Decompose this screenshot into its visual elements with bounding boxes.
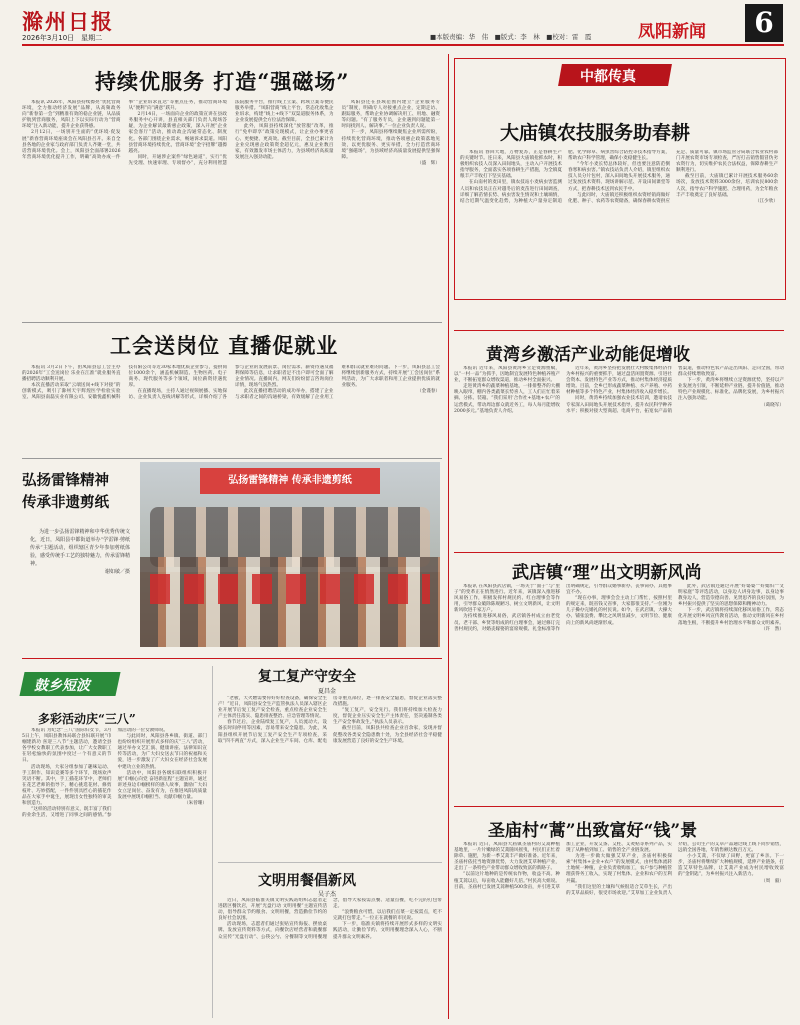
a1-p1: 本报讯 2026年，凤阳县持续擦亮“优化营商环境，全力推动经济发展”品牌，从高频政务向“新春第一会”到精准有效的稳企业链，从品质护航到营商服务，凤阳上下以实际行动为“营商环境”注入新动能，提升企业获得感。 [22,100,121,130]
photo-banner [200,468,380,494]
a3-p3: 在直播现场，主持人通过视频展播、实地探访、企业负责人连线讲解等形式，详细介绍了各参与企业的发展前景、岗位需求、薪资待遇及福利保障等信息，让求职者足不出户即可全面了解企业情况。直播间内，网友们纷纷留言咨询岗位详情，现场气氛热烈。 [128,365,334,401]
a1-p2: 2月12日，一场别开生面的“优环境·促发展”新春营商环境座谈会在凤阳县召开。来自全县各地的企业家与政府部门负责人齐聚一堂，共话营商环境优化。会上，凤阳县全面部署2026年营商环境优化提升工作，明确“高效办成一件事”“企业诉求直达”等重点任务，推动营商环境从“便利”向“满意”跃升。 [22,100,227,160]
article-a2 [460,150,778,294]
a8-author: 夏昌金 [318,688,337,695]
rule-a5 [454,330,784,331]
rule-a8 [218,862,442,863]
headline-a4: 弘扬雷锋精神 传承非遗剪纸 [22,472,109,511]
headline-a8: 复工复产守安全 [258,669,356,685]
a9-p3: “浪费粮食可惜，以后我们点菜一定按需点，吃不完就打包带走。”一位正在就餐的市民说。 [333,910,442,922]
a10-p5: 小小艾蒿，不仅绿了田野，更富了乡亲。下一步，圣庙村将继续扩大种植规模，延伸产业链条，打造艾草特色品牌，让艾蒿产业成为村民增收致富的“金钥匙”，为乡村振兴注入新活力。 [678,854,784,878]
article-a10 [454,842,784,1018]
a5-p2: 走进黄湾乡的蔬菜种植基地，一排排整齐的大棚映入眼帘，棚内各类蔬菜长势喜人，工人们正忙着采摘、分拣、装箱。“我们采用‘合作社+基地+农户’的运营模式，带动周边群众就近务工，每人每月能增收2000多元。”基地负责人介绍。 [454,384,560,414]
a3-p2: 本次直播活动采取“云端送岗+线下对接”的创新模式，吸引了滁州天宇辉煌医学检验实验室、凤阳县南磊实业有限公司、安徽悦鑫机械科技有限公司等近30家本地优质企业参与，提供岗位1000余个，涵盖机械制造、生物医药、电子商务、现代服务等多个领域，岗位薪资待遇优厚。 [22,365,227,401]
masthead [0,0,800,50]
a3-p4: 此次直播招聘活动的成功举办，搭建了企业与求职者之间的沟通桥梁，有效缓解了企业用工难和群众就业难的问题。下一步，凤阳县总工会将继续创新服务方式，持续开展“工会送岗位”系列活动，为广大求职者和用工企业提供优质的就业服务。 [235,365,440,401]
headline-a10: 圣庙村“蒿”出致富好“钱”景 [488,821,698,841]
rule-a10 [454,806,784,807]
a5-signature: （葛晓军） [761,402,784,408]
issue-date: 2026年3月10日 星期二 [22,34,103,42]
a10-p2: “以前这片地种的是传统农作物，收益不高。种植艾蒿以后，每亩收入能翻好几倍。”村民高大姐说。目前，圣庙村已发展艾蒿种植500余亩，并引进艾草加工企业，开发艾条、艾柱、艾灸贴等系列产品，实现了从种植到加工、销售的全产业链发展。 [454,842,672,890]
paper-cut-works [150,574,430,604]
a2-p4: 与此同时，大庙镇还积极组织农资经销商做好化肥、种子、农药等农资储备，确保春耕农资供应充足、质量可靠。镇市场监管分局联合农业农村部门开展农资市场专项检查，严厉打击销售假冒伪劣农资行为，切实维护农民合法权益，保障春耕生产顺利进行。 [568,150,778,204]
a9-p2: 活动现场，志愿者们通过张贴宣传海报、摆放桌牌、发放宣传资料等方式，向餐饮店经营者和就餐群众宣传“光盘行动”、公筷公勺、分餐制等文明用餐理念，倡导大家按需点餐、适量点餐，吃不完的打包带走。 [218,898,442,940]
divider-main [448,54,449,1019]
headline-a9: 文明用餐倡新风 [258,873,356,889]
article-a7 [22,728,207,1018]
headline-a7: 多彩活动庆“三八” [38,712,136,726]
a5-p4: 同时，黄湾乡持续加强农业技术培训，邀请农技专家深入田间地头开展技术指导，提升农民科学种养水平；积极对接大型商超、电商平台，拓宽农产品销售渠道，推动特色农产品走出凤阳、走向全国，带动群众持续增收致富。 [566,366,784,414]
a2-p5: 截至目前，大庙镇已累计开展技术服务60余场次，发放技术资料3000余份，培训农民800余人次，指导农户科学施肥、合理用药，为全年粮食丰产丰收奠定了良好基础。 [676,174,778,198]
editor-credits: ■本版责编：华 伟 ■版式：李 林 ■校对：雷 霞 [430,33,592,41]
a5-p3: 近年来，黄湾乡坚持把发展壮大村级集体经济作为乡村振兴的重要抓手，通过盘活闲置资源、引进社会资本、发展特色产业等方式，推动村集体经济提质增效。目前，全乡已形成蔬菜种植、水产养殖、中药材种植等多个特色产业，村集体经济收入稳步增长。 [566,366,672,396]
a9-p1: 近日，凤阳县临淮关镇文明实践站组织志愿者走进辖区餐饮店，开展“光盘行动 文明用餐”主题宣传活动，倡导群众节约粮食、文明用餐，营造勤俭节约的良好社会氛围。 [218,898,327,922]
a10-p4: “我们这里的土壤和气候很适合艾草生长，产出的艾草品质好，很受市场欢迎。”艾草加工企业负责人介绍，公司生产的艾草产品通过线上线下同步销售，远销全国各地，年销售额达数百万元。 [566,842,784,896]
divider-a7 [212,666,213,1018]
a6-signature: （许 然） [761,626,784,632]
headline-a3: 工会送岗位 直播促就业 [110,333,339,358]
a7-p5: 活动中，凤阳县各级妇联组织积极开展“巾帼心向党 奋进新征程”主题宣讲，通过讲述身边巾帼榜样的感人故事，激励广大妇女立足岗位、奋发有为，在推进凤阳高质量发展中展现巾帼担当、贡献巾帼力量。 [117,770,207,801]
a1-p6: 凤阳县还在县域范围内建立“企业服务专员”制度，明确专人对接重点企业，定期走访、跟踪服务，帮助企业协调解决用工、用地、融资等问题。“有了服务专员，企业遇到问题能第一时间找到人、解决事。”一位企业负责人说。 [341,100,440,130]
a6-p1: 本报讯 在凤阳县武店镇，一场关于“面子”与“里子”的变革正在悄然进行。近年来，该镇深入推进移风易俗工作，积极发挥村规民约、红白理事会等作用，引导群众破除陈规陋习、树立文明新风，让文明新风吹进千家万户。 [454,584,560,614]
a2-p1: 本报讯 春回大地，万物复苏，正是春耕生产的关键时节。连日来，凤阳县大庙镇抢抓农时，积极组织农技人员深入田间地头，主动入户开展技术指导服务，全面落实各项春耕生产措施，为全镇夏粮丰产丰收打下坚实基础。 [460,150,562,180]
a10-signature: （周 毅） [761,878,784,884]
a1-p3: 2月14日，一场面向企业的政策宣讲在县政务服务中心开讲，县直相关部门负责人现场答疑，为企业解读最新惠企政策，深入开展“企业家会客厅”活动，推动政企沟通常态化、制度化。各部门围绕企业需求，畅通诉求渠道。凤阳县营商环境持续优化，营商环境“金字招牌”越擦越亮。 [128,112,227,154]
headline-a5: 黄湾乡激活产业动能促增收 [486,345,690,365]
a2-signature: （江少欣） [755,198,778,204]
a8-p2: 春节过后，企业陆续复工复产，人员流动大、设备长时间停用等因素，容易带来安全隐患。为此，凤阳县组织开展节后复工复产安全生产专项检查，采取“四不两直”方式，深入企业生产车间、仓库、配电房等重点部位，逐一排查安全隐患，督促企业落实整改措施。 [218,696,442,744]
a8-p3: “复工复产，安全先行。我们将持续加大检查力度，督促企业压实安全生产主体责任，坚决遏制各类生产安全事故发生。”执法人员表示。 [333,708,442,726]
a5-p5: 下一步，黄湾乡将继续立足资源优势，坚持以产业发展为引领，不断延伸产业链、提升价值链，推动特色产业规模化、标准化、品牌化发展，为乡村振兴注入强劲动能。 [678,378,784,402]
rule-a3 [22,458,442,459]
a6-p5: 下一步，武店镇将持续深化移风易俗工作，常态化开展文明乡风宣传教育活动，推动文明新风在乡村落地生根，不断提升乡村治理水平和群众文明素养。 [678,608,784,626]
a7-p1: 本报讯 为纪念“三八”国际妇女节，3月5日上午，凤阳县教体局联合县妇联开展“巾帼建新功 喜迎三八节”主题活动，邀请全县各学校女教职工代表参加，让广大女教职工在轻松愉快的氛围中度过一个有意义的节日。 [22,728,112,764]
a1-p7: 下一步，凤阳县将继续聚焦企业所需所盼，持续优化营商环境，推动各项惠企政策落地见效，以更优服务、更实举措，全力打造营商环境“强磁场”，为县域经济高质量发展提供坚强保障。 [341,130,440,160]
a3-p1: 本报讯 3月2日下午，由凤阳县总工会主办的2026年“工会送岗位 乐业在江淮”就业服务直播招聘活动顺利开展。 [22,365,121,383]
tag-gu-xiang-label: 鼓乡短波 [34,678,90,694]
a7-p3: “这样的活动特别有意义，既丰富了我们的业余生活，又增进了同事之间的感情。”参加活动的一位女教师说。 [22,728,169,819]
a6-p4: 此外，武店镇还通过开展“好婆婆”“好媳妇”“文明家庭”等评选活动，以身边人讲身边事，以身边事教身边人，营造崇德向善、见贤思齐的良好氛围，为乡村振兴提供了坚实的思想保障和精神动力。 [678,584,784,608]
a4-caption: 为进一步弘扬雷锋精神和中华优秀传统文化，近日，凤阳县中都街道举办“学雷锋·剪纸传承”主题活动，组织辖区青少年参加剪纸体验，感受传统手工艺的独特魅力，传承雷锋精神。 [30,529,130,567]
masthead-rule [22,44,784,46]
headline-a6: 武店镇“理”出文明新风尚 [512,563,702,583]
article-a5 [454,366,784,546]
tag-zhongdu-label: 中都传真 [580,69,636,85]
page-number-badge [745,4,783,42]
rule-a1 [22,322,442,323]
a4-photo-credit: 谢如敏／摄 [104,569,130,575]
a10-p3: 为进一步做大做强艾草产业，圣庙村积极探索“村集体+企业+农户”的发展模式，由村集体流转土地统一种植，企业负责收购加工，农户参与种植管理获得务工收入，实现了村集体、企业和农户的互利共赢。 [566,854,672,884]
a1-p4: 同时，开通涉企案件“绿色通道”，实行“优先受理、快速审理、专项督办”，充分利用智慧法院服务平台，推行线上立案、跨域立案等便民服务举措。“凤阳营商”线上平台，常态化收集企业诉求，构建“线上+线下”双渠道服务体系，为企业发展提供全方位法治保障。 [128,100,334,166]
a5-p1: 本报讯 近年来，凤阳县黄湾乡立足资源禀赋，以“一村一品”为抓手，因地制宜发展特色种植养殖产业，不断拓宽群众增收渠道，推动乡村全面振兴。 [454,366,560,384]
a9-author: 吴子杰 [318,891,337,898]
a10-p1: 本报讯 近日，凤阳县大庙镇圣庙村的艾蒿种植基地里，一片片嫩绿的艾蒿随风摇曳，村民们正忙着除草、施肥，为新一季艾蒿丰产做好准备。近年来，圣庙村依托当地资源优势，大力发展艾草种植产业，走出了一条特色产业带动群众增收致富的新路子。 [454,842,560,872]
photo-paper-cutting [140,462,440,647]
headline-a1: 持续优服务 打造“强磁场” [95,69,350,94]
a9-p4: 下一步，临淮关镇将持续开展形式多样的文明实践活动，让勤俭节约、文明用餐理念深入人心，不断提升群众文明素养。 [333,922,442,940]
rule-a4 [22,658,442,659]
newspaper-logo: 滁州日报 [22,9,114,34]
a7-p4: 与此同时，凤阳县各乡镇、街道、部门也纷纷组织开展形式多样的庆“三八”活动，通过举办文艺汇演、健康讲座、法律知识宣传等活动，为广大妇女送去节日的祝福和关爱，进一步激发了广大妇女在经济社会发展中建功立业的热情。 [117,734,207,770]
page-number: 6 [754,6,774,39]
a6-p2: 为持续推进移风易俗，武店镇各村成立由老党员、老干部、乡贤等组成的红白理事会，通过修订完善村规民约，对婚丧嫁娶的宴席规模、礼金标准等作出明确规定，引导群众婚事新办、丧事简办、其他事宜不办。 [454,584,672,632]
section-title: 凤阳新闻 [638,22,706,42]
article-a1 [22,100,440,320]
a1-signature: （盛 辉） [417,160,440,166]
a6-p3: “现在办事，理事会会主动上门帮忙，按照村里的规定来，既省钱又省事，大家都很支持。”一位刚为儿子操办完婚礼的村民说。如今，在武店镇，大操大办、铺张浪费、攀比之风明显减少，文明节俭、健康向上的新风尚逐渐形成。 [566,596,672,626]
a7-p2: 活动现场，大家分组参加了趣味运动、手工制作、知识竞赛等多个环节，现场欢声笑语不断。其中，手工插花环节中，老师们在花艺老师的指导下，精心挑选花材、修剪枝叶、巧妙搭配，一件件别具匠心的插花作品在大家手中诞生，展现出女性独特的审美和创造力。 [22,764,112,807]
article-a6 [454,584,784,794]
a3-signature: （金谨春） [417,389,440,395]
a2-p2: 在山南村的麦田里，镇农技站小麦病虫害监测人员和农技员正在对越冬后的麦苗进行田间调查，详细了解苗情长势、病虫害发生情况和土壤墒情，结合近期气温变化趋势，为种植大户量身定制追肥、化学除草、病虫害综合防控等技术指导方案，帮助农户科学管理，确保小麦稳健生长。 [460,150,670,204]
article-a8 [218,696,442,856]
a8-p1: “老板，天火燃需要你好好检查设备，确保安全生产！”近日，凤阳县安全生产监管执法人员深入辖区企业开展节后复工复产安全检查，重点检查企业安全生产主体责任落实、隐患排查整治、应急管理等情况。 [218,696,327,720]
a2-p3: “今年小麦长势总体较好，但也要注意防范倒春寒和病虫害。”镇农技站负责人介绍，镇里组织农技人员分片包村，深入田间地头开展技术服务，通过发放技术资料、现场讲解示范、开设田间课堂等方式，把春耕技术送到农民手中。 [568,162,670,192]
caption-a4 [30,528,130,618]
photo-banner-text: 弘扬雷锋精神 传承非遗剪纸 [228,475,352,486]
article-a9 [218,898,442,1018]
a7-signature: （朱曾珊） [184,801,207,807]
a8-p4: 截至目前，凤阳县共检查企业百余家，发现并督促整改各类安全隐患数十处，为全县经济社会平稳健康发展营造了良好的安全生产环境。 [333,726,442,744]
article-a3 [22,365,440,455]
rule-a6 [454,552,784,553]
headline-a2: 大庙镇农技服务助春耕 [500,122,691,144]
a1-p5: 此外，凤阳县持续深化“放管服”改革，推行“免申即享”政策兑现模式，让企业办事更省心、更便捷、更高效。截至目前，全县已累计为企业兑现惠企政策资金超亿元，惠及企业数百家，有效激发市场主体活力，为县域经济高质量发展注入强劲动能。 [235,124,334,160]
